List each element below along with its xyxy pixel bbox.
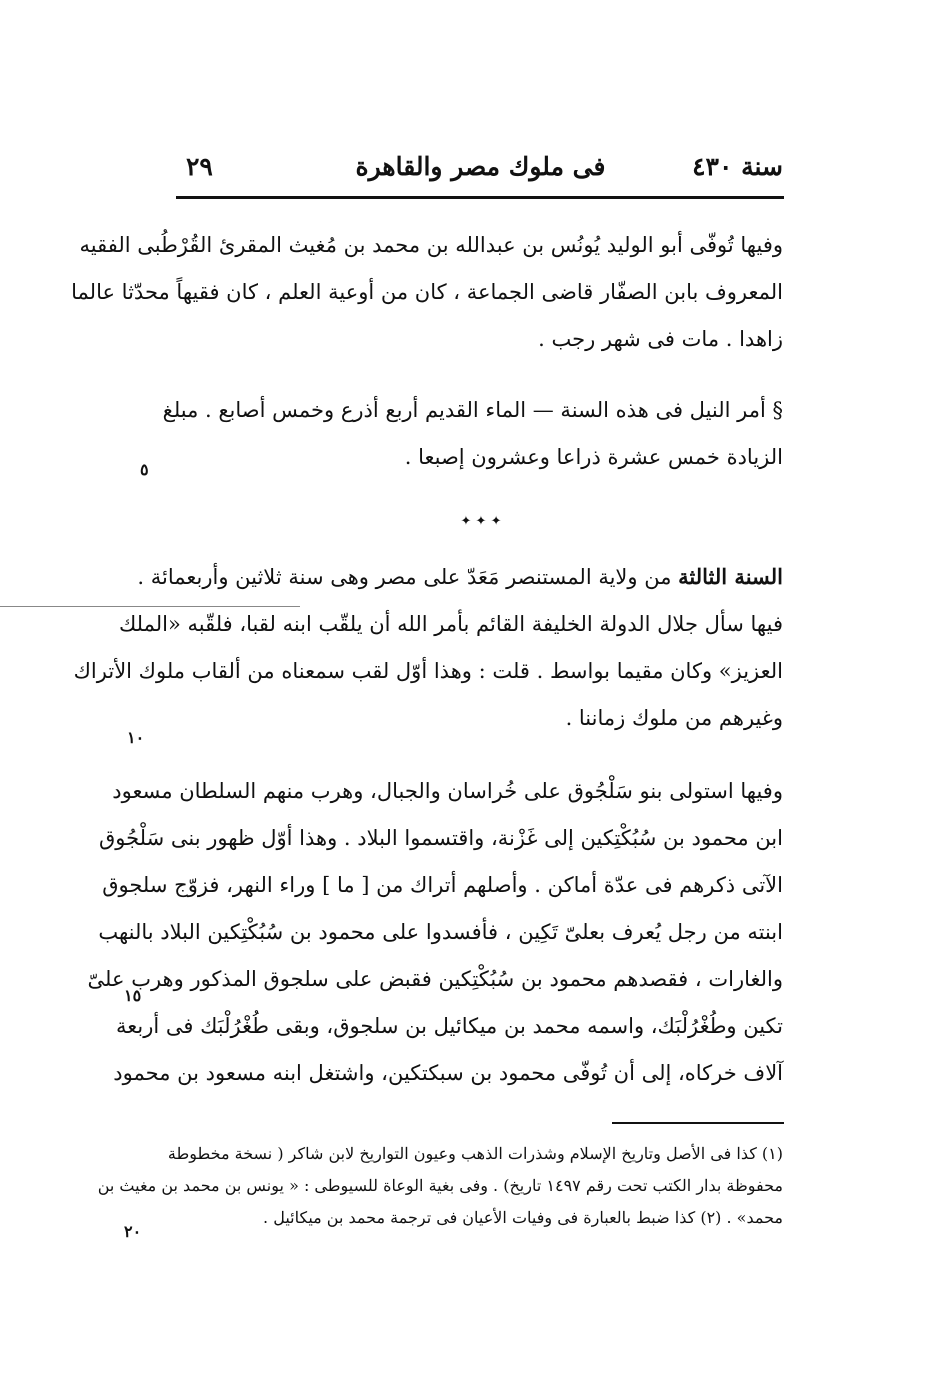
text-line: زاهدا . مات فى شهر رجب . bbox=[538, 327, 783, 351]
text-line: وفيها استولى بنو سَلْجُوق على خُراسان والجبال، وهرب منهم السلطان مسعود bbox=[112, 779, 783, 803]
margin-line-number: ١٠ bbox=[127, 728, 145, 747]
text-line: العزيز» وكان مقيما بواسط . قلت : وهذا أوّل لقب سمعناه من ألقاب ملوك الأتراك bbox=[73, 659, 783, 683]
text-line: الآتى ذكرهم فى عدّة أماكن . وأصلهم أتراك من [ ما ] وراء النهر، فزوّج سلجوق bbox=[102, 873, 783, 897]
text-line: الزيادة خمس عشرة ذراعا وعشرون إصبعا . bbox=[404, 445, 783, 469]
text-line: تكين وطُغْرُلْبَك، واسمه محمد بن ميكائيل بن سلجوق، وبقى طُغْرُلْبَك فى أربعة bbox=[116, 1014, 783, 1038]
margin-line-number: ٥ bbox=[140, 460, 149, 479]
page-number: ٢٩ bbox=[186, 152, 213, 181]
footnote-line: (١) كذا فى الأصل وتاريخ الإسلام وشذرات الذهب وعيون التواريخ لابن شاكر ( نسخة مخطوطة bbox=[167, 1144, 783, 1163]
running-header bbox=[178, 150, 783, 194]
footnote-line: محمد» . (٢) كذا ضبط بالعبارة فى وفيات الأعيان فى ترجمة محمد بن ميكائيل . bbox=[263, 1208, 783, 1227]
section-heading: السنة الثالثة bbox=[678, 564, 783, 589]
text-line: آلاف خركاه، إلى أن تُوفّى محمود بن سبكتكين، واشتغل ابنه مسعود بن محمود bbox=[113, 1061, 783, 1085]
text-line: وفيها تُوفّى أبو الوليد يُونُس بن عبدالله بن محمد بن مُغيث المقرئ القُرْطُبى الفقيه bbox=[79, 233, 783, 257]
section-ornament: ✦ ✦ ✦ bbox=[460, 514, 502, 529]
text-line: § أمر النيل فى هذه السنة — الماء القديم أربع أذرع وخمس أصابع . مبلغ bbox=[162, 398, 783, 422]
text-line: ابنته من رجل يُعرف بعلىّ تَكِين ، فأفسدوا على محمود بن سُبُكْتِكين البلاد بالنهب bbox=[98, 920, 783, 944]
margin-line-number: ١٥ bbox=[124, 986, 142, 1005]
paragraph-nile bbox=[162, 387, 783, 481]
header-year: سنة ٤٣٠ bbox=[692, 152, 783, 181]
footnote-line: محفوظة بدار الكتب تحت رقم ١٤٩٧ تاريخ) . وفى بغية الوعاة للسيوطى : « يونس بن محمد بن مغيث بن bbox=[97, 1176, 783, 1195]
header-rule bbox=[176, 196, 784, 199]
text-line: والغارات ، فقصدهم محمود بن سُبُكْتِكين فقبض على سلجوق المذكور وهرب علىّ bbox=[87, 967, 783, 991]
paragraph-death-notice bbox=[71, 222, 783, 363]
text-line: المعروف بابن الصفّار قاضى الجماعة ، كان من أوعية العلم ، كان فقيهاً محدّثا عالما bbox=[71, 280, 783, 304]
footnote-rule bbox=[612, 1122, 784, 1124]
margin-line-number: ٢٠ bbox=[124, 1222, 142, 1241]
text-line bbox=[137, 553, 783, 601]
header-title: فى ملوك مصر والقاهرة bbox=[355, 152, 606, 181]
text-line: فيها سأل جلال الدولة الخليفة القائم بأمر الله أن يلقّب ابنه لقبا، فلقّبه «الملك bbox=[118, 612, 783, 636]
text-line: ابن محمود بن سُبُكْتِكين إلى غَزْنة، واقتسموا البلاد . وهذا أوّل ظهور بنى سَلْجُوق bbox=[98, 826, 783, 850]
text-line: وغيرهم من ملوك زماننا . bbox=[565, 706, 783, 730]
heading-continuation: من ولاية المستنصر مَعَدّ على مصر وهى سنة ثلاثين وأربعمائة . bbox=[137, 565, 672, 589]
